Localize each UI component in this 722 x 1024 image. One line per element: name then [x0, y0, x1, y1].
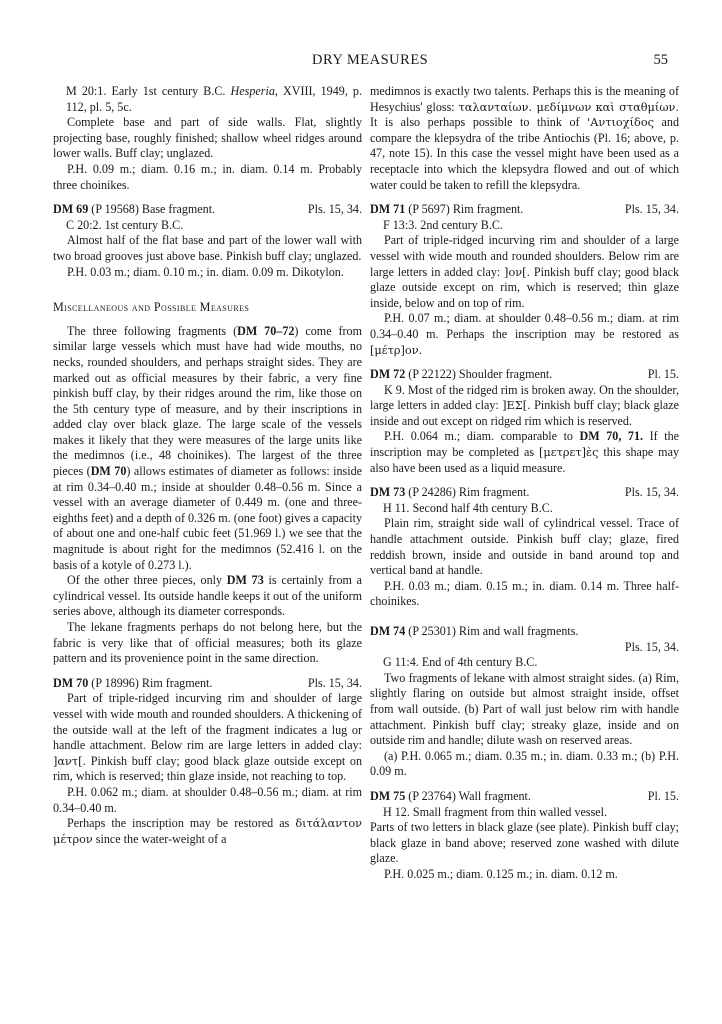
entry-description: K 9. Most of the ridged rim is broken away. On the shoulder, large letters in added clay: ]ΕΣ[. Pinkish buff clay; black glaze inside and out except on ridged rim which is reserved.: [370, 382, 679, 428]
entry-context: F 13:3. 2nd century B.C.: [383, 217, 503, 232]
entry-id: DM 70: [53, 675, 89, 690]
entry-context: H 11. Second half 4th century B.C.: [383, 500, 553, 515]
plates-ref: Pls. 15, 34.: [624, 485, 679, 500]
plates-ref: Pls. 15, 34.: [307, 675, 362, 690]
entry-measurements: P.H. 0.09 m.; diam. 0.16 m.; in. diam. 0.14 m. Probably three choinikes.: [53, 161, 362, 192]
entry-description: Complete base and part of side walls. Flat, slightly projecting base, roughly finished; shallow wheel ridges around lower walls. Buff clay; unglazed.: [53, 115, 362, 161]
entry-measurements: P.H. 0.03 m.; diam. 0.15 m.; in. diam. 0.14 m. Three half-choinikes.: [370, 578, 679, 609]
entry-id: DM 72: [370, 367, 406, 382]
entry-measurements: P.H. 0.03 m.; diam. 0.10 m.; in. diam. 0.09 m. Dikotylon.: [67, 264, 344, 279]
entry-measurements: P.H. 0.062 m.; diam. at shoulder 0.48–0.56 m.; diam. at rim 0.34–0.40 m.: [53, 784, 362, 815]
entry-measurements: (a) P.H. 0.065 m.; diam. 0.35 m.; in. diam. 0.33 m.; (b) P.H. 0.09 m.: [370, 748, 679, 779]
right-column: [370, 84, 679, 883]
entry-measurements: P.H. 0.064 m.; diam. comparable to DM 70, 71. If the inscription may be completed as [μετρετ]ὲς this shape may also have been used as a liquid measure.: [370, 429, 680, 475]
entry-id: DM 75: [370, 788, 406, 803]
plates-ref: Pl. 15.: [647, 367, 679, 382]
entry-commentary-continued: medimnos is exactly two talents. Perhaps this is the meaning of Hesychius' gloss: ταλανταίων. μεδίμνων καὶ σταθμίων. It is also perhaps possible to think of 'Αντιοχίδος and compare the klepsydra of the tribe Antiochis (Pl. 16; above, p. 47, note 15). In this case the vessel might have been used as a receptacle into which the klepsydra flowed and out of which water could be taken to refill the klepsydra.: [370, 84, 680, 192]
entry-context: G 11:4. End of 4th century B.C.: [383, 655, 538, 670]
entry-heading-dm73: DM 73 (P 24286) Rim fragment. Pls. 15, 34.: [370, 485, 679, 500]
plates-ref: Pls. 15, 34.: [307, 202, 362, 217]
entry-heading-dm71: DM 71 (P 5697) Rim fragment. Pls. 15, 34.: [370, 202, 679, 217]
entry-id: DM 73: [370, 485, 406, 500]
entry-heading-dm69: DM 69 (P 19568) Base fragment. Pls. 15, 34.: [53, 202, 362, 217]
section-heading: Miscellaneous and Possible Measures: [53, 300, 250, 315]
entry-id: DM 71: [370, 202, 406, 217]
entry-description: Parts of two letters in black glaze (see plate). Pinkish buff clay; black glaze in band above; reserved zone washed with dilute glaze.: [370, 820, 679, 866]
page-number: 55: [653, 52, 668, 68]
entry-description: Part of triple-ridged incurving rim and shoulder of large vessel with wide mouth and rounded shoulders. A thickening of the outside wall at the left of the fragment indicates a lug or handle attachment. Below rim are large letters in added clay: ]αντ[. Pinkish buff clay; good black glaze outside except on rim, which is reserved; thin glaze inside, not reaching to top.: [53, 691, 362, 784]
entry-heading-dm70: DM 70 (P 18996) Rim fragment. Pls. 15, 34.: [53, 675, 362, 690]
entry-id: DM 69: [53, 202, 89, 217]
entry-context: C 20:2. 1st century B.C.: [66, 217, 184, 232]
plates-ref: Pl. 15.: [647, 788, 679, 803]
entry-heading-dm74: DM 74 (P 25301) Rim and wall fragments.: [370, 624, 579, 638]
body-paragraph: The lekane fragments perhaps do not belong here, but the fabric is very like that of official measures; both its glaze pattern and its provenience point in the same direction.: [53, 620, 362, 666]
entry-commentary: Perhaps the inscription may be restored as διτάλαντον μέτρον since the water-weight of a: [53, 816, 362, 846]
entry-measurements: P.H. 0.07 m.; diam. at shoulder 0.48–0.56 m.; diam. at rim 0.34–0.40 m. Perhaps the inscription may be restored as [μέτρ]ον.: [370, 311, 679, 357]
entry-heading-dm75: DM 75 (P 23764) Wall fragment. Pl. 15.: [370, 788, 679, 803]
left-column: [53, 84, 362, 847]
entry-measurements: P.H. 0.025 m.; diam. 0.125 m.; in. diam. 0.12 m.: [384, 866, 618, 881]
entry-description: Two fragments of lekane with almost straight sides. (a) Rim, slightly flaring on outside but almost straight inside, offset from wall outside. (b) Part of wall just below rim with handle attachment. Pinkish buff clay; streaky glaze, inside and on outside rim and handle; dilute wash on reserved areas.: [370, 670, 679, 748]
entry-context: M 20:1. Early 1st century B.C. Hesperia, XVIII, 1949, p. 112, pl. 5, 5c.: [66, 84, 362, 114]
entry-description: Part of triple-ridged incurving rim and shoulder of a large vessel with wide mouth and rounded shoulders. Below rim are large letters in added clay: ]ον[. Pinkish buff clay; good black glaze outside except on rim, which is reserved; thin glaze inside, below and on top of rim.: [370, 233, 679, 310]
running-head: DRY MEASURES: [312, 52, 429, 68]
entry-context: H 12. Small fragment from thin walled vessel.: [383, 804, 608, 819]
plates-ref: Pls. 15, 34.: [624, 639, 679, 654]
entry-description: Almost half of the flat base and part of the lower wall with two broad grooves just above base. Pinkish buff clay; unglazed.: [53, 233, 362, 263]
entry-id: DM 74: [370, 624, 406, 638]
entry-heading-dm72: DM 72 (P 22122) Shoulder fragment. Pl. 15.: [370, 367, 679, 382]
body-paragraph: Of the other three pieces, only DM 73 is certainly from a cylindrical vessel. Its outside handle keeps it out of the uniform series above, although its diameter corresponds.: [53, 573, 363, 619]
plates-ref: Pls. 15, 34.: [624, 202, 679, 217]
body-paragraph: The three following fragments (DM 70–72) come from similar large vessels which must have had wide mouths, no necks, rounded shoulders, and perhaps straight sides. They are marked out as official measures by their fabric, a very fine pinkish buff clay, by their ridges around the rim, like those on the 5th century type of measure, and by their inscriptions in added clay over black glaze. The large scale of the vessels makes it likely that they were measures of the large units like the medimnos (i.e., 48 choinikes). The largest of the three pieces (DM 70) allows estimates of diameter as follows: inside at rim 0.34–0.40 m.; inside at shoulder 0.48–0.56 m. Since a vessel with an average diameter of 0.449 m. (one and three-eighths feet) and a depth of 0.326 m. (one foot) gives a capacity of about one and one-half cubic feet (51.969 l.) we see that the magnitude is about right for the medimnos (52.416 l. on the basis of a kotyle of 0.273 l.).: [53, 323, 363, 572]
entry-description: Plain rim, straight side wall of cylindrical vessel. Trace of handle attachment outside. Pinkish buff clay; glaze, fired reddish brown, inside and outside in band around top and vertical band at handle.: [370, 516, 679, 578]
